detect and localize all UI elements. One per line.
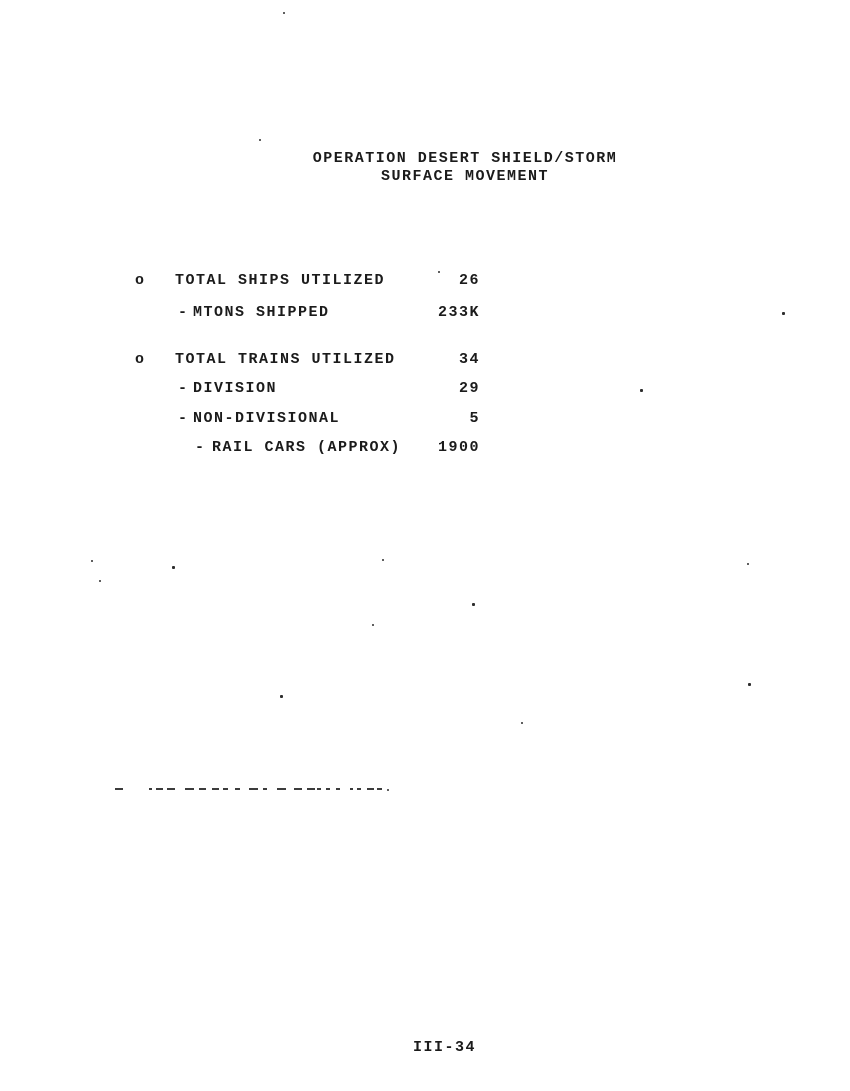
- bullet-marker: o: [135, 351, 146, 368]
- scan-speck: [99, 580, 101, 582]
- document-title: [255, 150, 675, 186]
- scan-dash-artifact: [185, 788, 194, 790]
- list-item-mtons-shipped: [135, 305, 480, 321]
- scan-dash-artifact: [350, 788, 353, 790]
- item-label: NON-DIVISIONAL: [193, 410, 341, 427]
- scan-dash-artifact: [235, 788, 240, 790]
- scan-dash-artifact: [223, 788, 228, 790]
- scan-dash-artifact: [263, 788, 267, 790]
- scan-speck: [283, 12, 285, 14]
- scan-dash-artifact: [307, 788, 315, 790]
- scan-dash-artifact: [115, 788, 123, 790]
- scan-dash-artifact: [336, 788, 340, 790]
- scan-dash-artifact: [357, 788, 361, 790]
- scan-dash-artifact: [326, 788, 330, 790]
- scan-speck: [259, 139, 261, 141]
- title-line-1: OPERATION DESERT SHIELD/STORM: [312, 150, 618, 167]
- scan-speck: [91, 560, 93, 562]
- scan-speck: [747, 563, 749, 565]
- dash-marker: -: [178, 304, 189, 321]
- item-label: MTONS SHIPPED: [193, 304, 330, 321]
- scan-dash-artifact: [317, 788, 321, 790]
- dash-marker: -: [178, 380, 189, 397]
- item-label: TOTAL TRAINS UTILIZED: [175, 351, 396, 368]
- item-value: 1900: [437, 439, 480, 456]
- scan-speck: [280, 695, 283, 698]
- scan-dash-artifact: [249, 788, 258, 790]
- item-label: RAIL CARS (APPROX): [212, 439, 402, 456]
- list-item-total-ships: [135, 273, 480, 289]
- scan-dash-artifact: [294, 788, 302, 790]
- title-line-2: SURFACE MOVEMENT: [380, 168, 550, 185]
- item-label: DIVISION: [193, 380, 278, 397]
- item-value: 233K: [437, 304, 480, 321]
- item-value: 29: [458, 380, 480, 397]
- page-number: III-34: [413, 1039, 477, 1056]
- scan-speck: [521, 722, 523, 724]
- item-value: 34: [458, 351, 480, 368]
- dash-marker: -: [195, 439, 206, 456]
- scan-speck: [382, 559, 384, 561]
- scan-dash-artifact: [277, 788, 286, 790]
- scan-speck: [372, 624, 374, 626]
- scan-dash-artifact: [167, 788, 175, 790]
- scan-speck: [387, 789, 389, 791]
- list-item-non-divisional: [135, 411, 480, 427]
- list-item-division: [135, 381, 480, 397]
- scan-speck: [172, 566, 175, 569]
- item-value: 26: [458, 272, 480, 289]
- bullet-marker: o: [135, 272, 146, 289]
- scan-dash-artifact: [377, 788, 382, 790]
- scan-dash-artifact: [199, 788, 206, 790]
- list-item-total-trains: [135, 352, 480, 368]
- dash-marker: -: [178, 410, 189, 427]
- scan-speck: [640, 389, 643, 392]
- scan-dash-artifact: [367, 788, 374, 790]
- list-item-rail-cars: [135, 440, 480, 456]
- scan-speck: [748, 683, 751, 686]
- scan-speck: [438, 271, 440, 273]
- item-label: TOTAL SHIPS UTILIZED: [175, 272, 386, 289]
- scan-speck: [782, 312, 785, 315]
- scan-dash-artifact: [212, 788, 219, 790]
- scan-dash-artifact: [149, 788, 152, 790]
- scan-speck: [472, 603, 475, 606]
- scan-dash-artifact: [156, 788, 163, 790]
- item-value: 5: [469, 410, 480, 427]
